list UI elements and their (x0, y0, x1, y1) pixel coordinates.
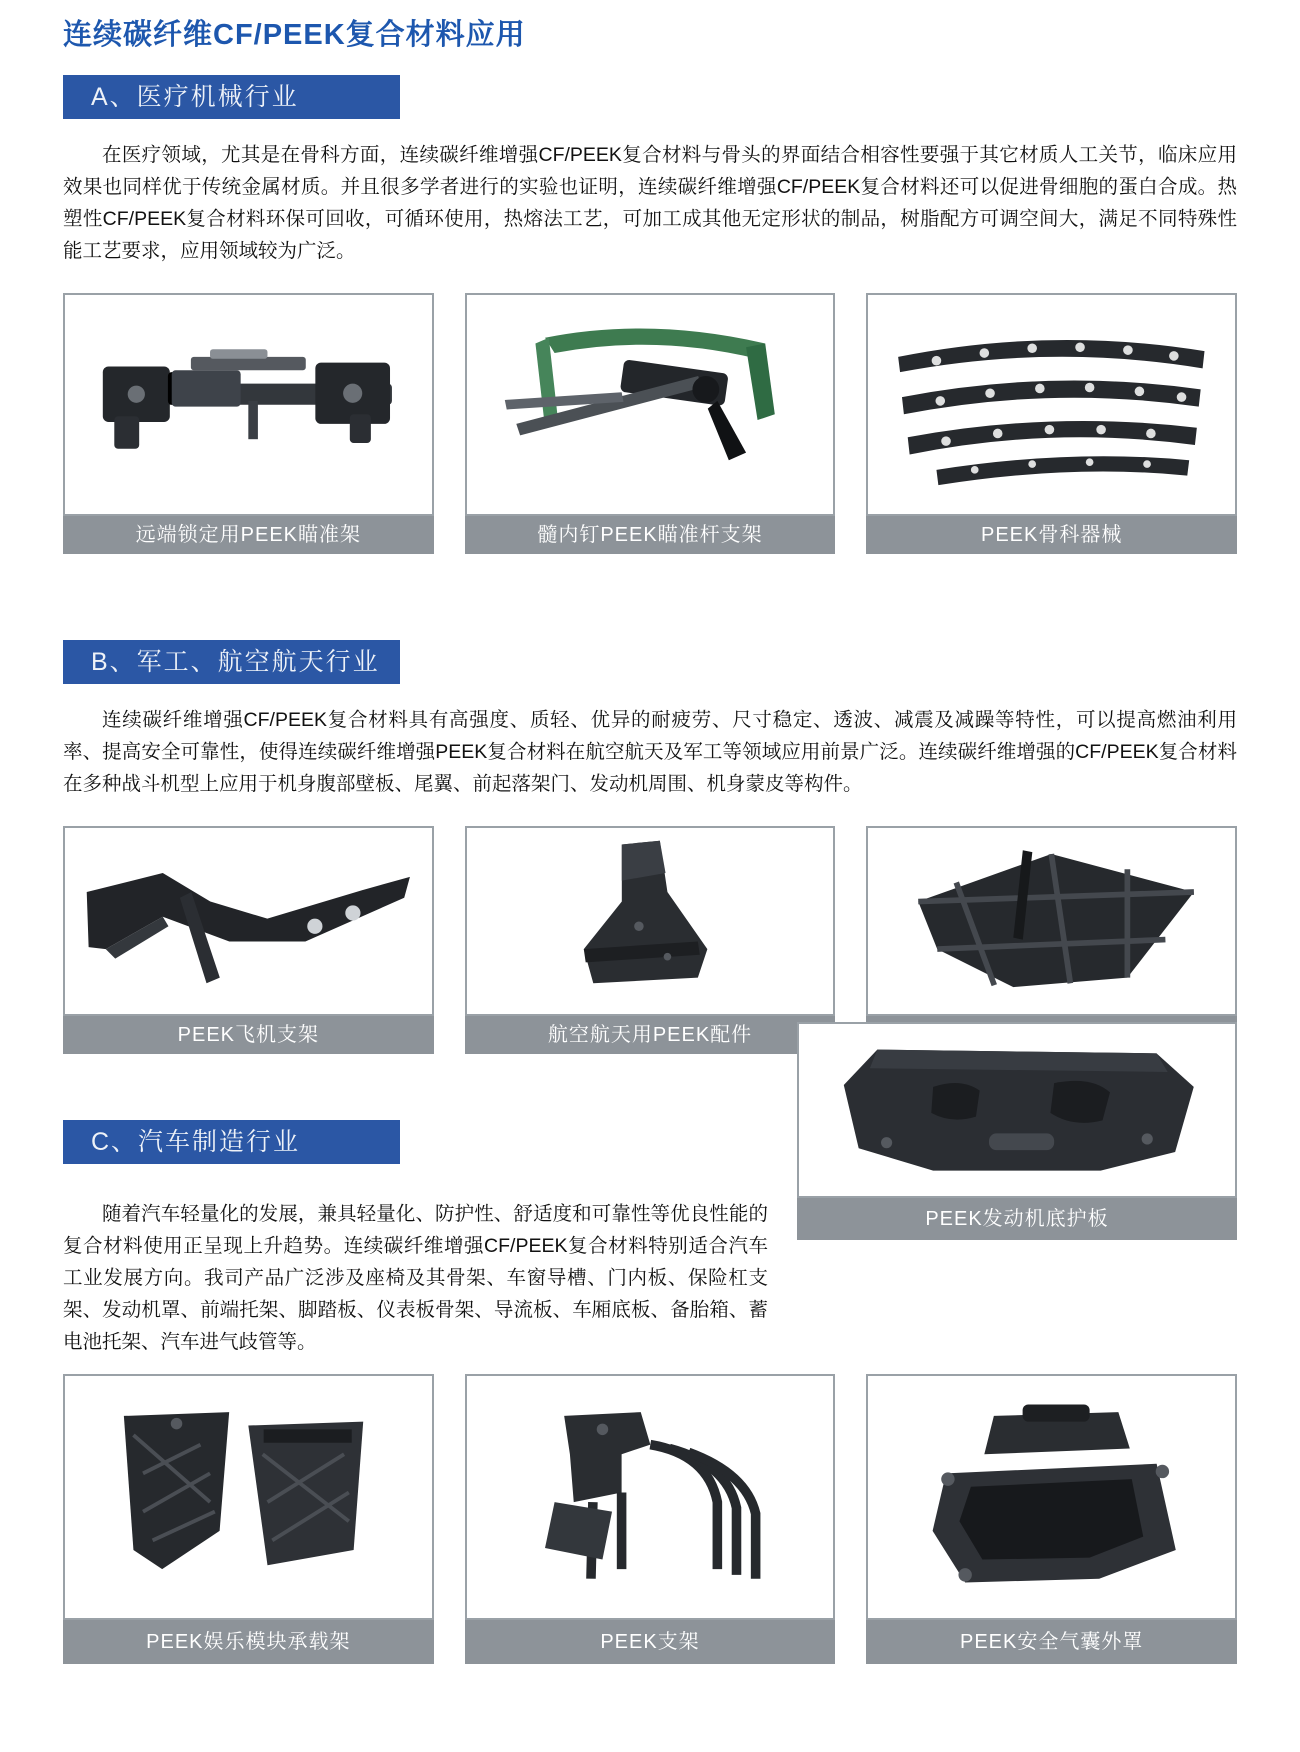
photo-peek-bracket (478, 1386, 823, 1609)
section-a-paragraph: 在医疗领域，尤其是在骨科方面，连续碳纤维增强CF/PEEK复合材料与骨头的界面结合相容性要强于其它材质人工关节，临床应用效果也同样优于传统金属材质。并且很多学者进行的实验也证明，连续碳纤维增强CF/PEEK复合材料还可以促进骨细胞的蛋白合成。热塑性CF/PEEK复合材料环保可回收，可循环使用，热熔法工艺，可加工成其他无定形状的制品，树脂配方可调空间大，满足不同特殊性能工艺要求，应用领域较为广泛。 (63, 144, 1237, 262)
photo-aerospace-peek-part (478, 835, 823, 1006)
product-card (63, 293, 434, 554)
section-c-left-column (63, 1120, 768, 1358)
product-image (63, 1374, 434, 1620)
product-caption: 航空航天用PEEK配件 (465, 1016, 836, 1054)
photo-intramedullary-nail-aiming-arm (478, 304, 823, 505)
product-image (866, 826, 1237, 1016)
product-card (866, 293, 1237, 554)
product-caption: 髓内钉PEEK瞄准杆支架 (465, 516, 836, 554)
product-card (866, 826, 1237, 1054)
product-card (63, 1374, 434, 1664)
product-caption: PEEK发动机底护板 (797, 1198, 1237, 1240)
section-c-card-row (63, 1374, 1237, 1664)
product-caption: PEEK飞机支架 (63, 1016, 434, 1054)
product-caption: PEEK安全气囊外罩 (866, 1620, 1237, 1664)
feature-card (797, 1022, 1237, 1240)
section-b-banner: B、军工、航空航天行业 (63, 640, 400, 684)
product-image (465, 1374, 836, 1620)
product-caption: 远端锁定用PEEK瞄准架 (63, 516, 434, 554)
photo-peek-aircraft-component (879, 835, 1224, 1006)
section-c-paragraph: 随着汽车轻量化的发展，兼具轻量化、防护性、舒适度和可靠性等优良性能的复合材料使用正呈现上升趋势。连续碳纤维增强CF/PEEK复合材料特别适合汽车工业发展方向。我司产品广泛涉及座椅及其骨架、车窗导槽、门内板、保险杠支架、发动机罩、前端托架、脚踏板、仪表板骨架、导流板、车厢底板、备胎箱、蓄电池托架、汽车进气歧管等。 (63, 1203, 768, 1353)
product-image (63, 826, 434, 1016)
photo-distal-targeting-frame (76, 304, 421, 505)
product-card (63, 826, 434, 1054)
page-title: 连续碳纤维CF/PEEK复合材料应用 (63, 19, 526, 51)
product-image (63, 293, 434, 516)
section-a-card-row (63, 293, 1237, 554)
product-card (465, 1374, 836, 1664)
photo-peek-entertainment-module-carrier (76, 1386, 421, 1609)
product-card (465, 826, 836, 1054)
product-caption: PEEK支架 (465, 1620, 836, 1664)
product-image (465, 293, 836, 516)
product-card (465, 293, 836, 554)
section-c-banner: C、汽车制造行业 (63, 1120, 400, 1164)
section-b-card-row (63, 826, 1237, 1054)
product-image (866, 1374, 1237, 1620)
product-image (797, 1022, 1237, 1198)
section-a-banner: A、医疗机械行业 (63, 75, 400, 119)
section-b-paragraph: 连续碳纤维增强CF/PEEK复合材料具有高强度、质轻、优异的耐疲劳、尺寸稳定、透波、减震及减躁等特性，可以提高燃油利用率、提高安全可靠性，使得连续碳纤维增强PEEK复合材料在航空航天及军工等领域应用前景广泛。连续碳纤维增强的CF/PEEK复合材料在多种战斗机型上应用于机身腹部壁板、尾翼、前起落架门、发动机周围、机身蒙皮等构件。 (63, 709, 1237, 795)
product-card (866, 1374, 1237, 1664)
photo-peek-bone-plates (879, 304, 1224, 505)
section-c (63, 1120, 1237, 1358)
product-caption: PEEK骨科器械 (866, 516, 1237, 554)
product-caption: PEEK娱乐模块承载架 (63, 1620, 434, 1664)
product-image (866, 293, 1237, 516)
page (63, 0, 1237, 1664)
photo-peek-airbag-housing (879, 1386, 1224, 1609)
product-image (465, 826, 836, 1016)
photo-peek-engine-under-shield (812, 1031, 1222, 1189)
photo-peek-aircraft-bracket (76, 835, 421, 1006)
